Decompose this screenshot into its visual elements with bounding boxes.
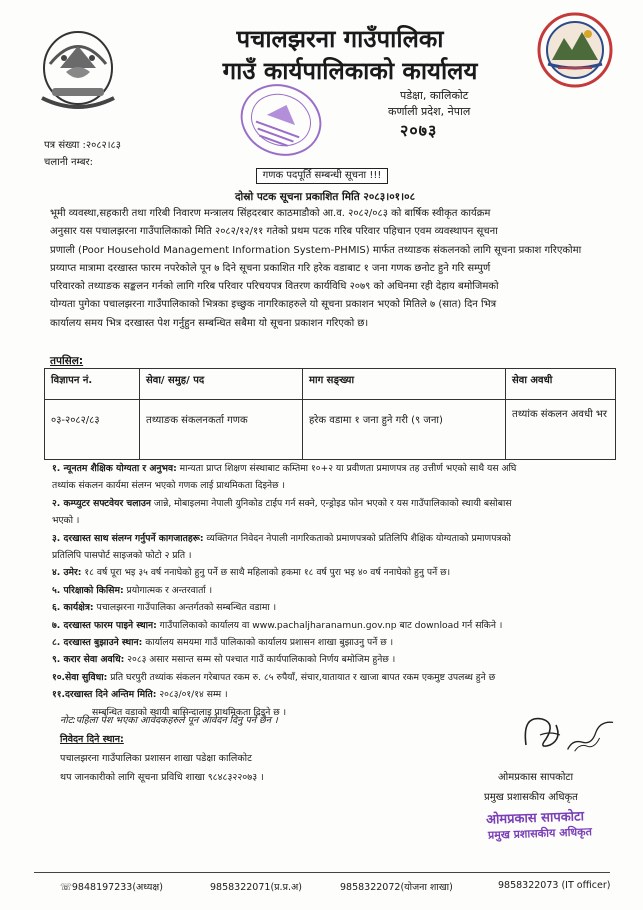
- footer-contact-planning: 9858322072(योजना शाखा): [340, 882, 453, 893]
- list-item: [52, 651, 622, 668]
- municipality-title: पचालझरना गाउँपालिका: [236, 25, 444, 53]
- signatory-designation: प्रमुख प्रशासकीय अधिकृत: [484, 792, 578, 803]
- body-line: अनुसार यस पचालझरना गाउँपालिकाको मिति २०८२/१२/११ गतेको प्रथम पटक गरिब परिवार पहिचान एवम व्यवस्थापन सूचना: [50, 226, 498, 238]
- item-text: सम्बन्धित वडाको स्थायी बासिन्दालाइ प्राथमिकता दिइने छ ।: [92, 706, 287, 718]
- item-text: प्रतिलिपि पासपोर्ट साइजको फोटो २ प्रति ।: [52, 550, 192, 562]
- item-text: जान्ने, मोबाइलमा नेपाली युनिकोड टाईप गर्न सक्ने, एन्ड्रोइड फोन भएको र यस गाउँपालिकाको स्थायी बसोबास: [150, 497, 512, 509]
- body-line: परिवारको तथ्याङक सङ्कलन गर्नको लागि गरिब परिवार परिचयपत्र वितरण कार्यविधि २०७९ को अधिनमा रही देहाय बमोजिमको: [50, 281, 499, 293]
- footer-contact-it: 9858322073 (IT officer): [498, 880, 611, 891]
- footer-contact-chair: [60, 880, 163, 893]
- vacancy-table: [44, 368, 616, 460]
- conditions-list: [52, 460, 622, 721]
- list-item: [52, 460, 622, 477]
- contact-text: 9848197233(अध्यक्ष): [71, 882, 163, 893]
- signature-stamp-name: ओमप्रकास सापकोटा: [485, 809, 585, 828]
- item-text: व्यक्तिगत निवेदन नेपाली नागरिकताको प्रमाणपत्रको प्रतिलिपि शैक्षिक योग्यताको प्रमाणपत्रको: [203, 532, 511, 544]
- handwritten-signature: [520, 705, 625, 760]
- item-label: ७. दरखास्त फारम पाइने स्थान:: [52, 619, 157, 631]
- list-item: [52, 477, 622, 494]
- item-text: प्रति घरपुरी तथ्यांक संकलन गरेबापत रकम रु. ८५ रुपैयाँ, संचार,यातायात र खाजा बापत रकम एकमुष्ट उपलब्ध हुने छ: [107, 671, 496, 683]
- address-line-1: पडेक्षा, कालिकोट: [400, 89, 469, 102]
- notice-subheading: दोस्रो पटक सूचना प्रकाशित मिति २०८३।०१।०८: [234, 191, 416, 203]
- notes-section: [60, 711, 278, 787]
- dispatch-number: चलानी नम्बर:: [44, 157, 94, 168]
- item-text: तथ्यांक संकलन कार्यमा संलग्न भएको गणक लाई प्राथमिकता दिइनेछ ।: [52, 480, 285, 492]
- table-cell: ०३-२०८२/८३: [45, 400, 140, 460]
- item-label: ४. उमेर:: [52, 567, 82, 579]
- body-line: कार्यालय समय भित्र दरखास्त पेश गर्नुहुन सम्बन्धित सबैमा यो सूचना प्रकाशन गरिएको छ।: [50, 317, 369, 329]
- list-item: [52, 547, 622, 564]
- table-cell: तथ्यांक संकलन अवधी भर: [506, 400, 616, 460]
- item-text: २०८३ असार मसान्त सम्म सो पश्चात गाउँ कार्यपालिकाको निर्णय बमोजिम हुनेछ ।: [124, 654, 396, 666]
- item-label: ५. परिक्षाको किसिम:: [52, 584, 124, 596]
- list-item: [52, 669, 622, 686]
- phone-icon: ☏: [60, 882, 72, 893]
- list-item: [52, 599, 622, 616]
- table-cell: हरेक वडामा १ जना हुने गरी (९ जना): [303, 400, 506, 460]
- item-label: १०.सेवा सुविधा:: [52, 671, 108, 683]
- item-text: मान्यता प्राप्त शिक्षण संस्थाबाट कम्तिमा १०+२ या प्रवीणता प्रमाणपत्र तह उत्तीर्ण भएको साथै यस अघि: [176, 463, 517, 474]
- item-text: पचालझरना गाउँपालिका अन्तर्गतको सम्बन्धित वडामा ।: [93, 602, 277, 614]
- column-header: सेवा अवधी: [506, 369, 616, 400]
- address-line-2: कर्णाली प्रदेश, नेपाल: [388, 105, 471, 118]
- item-label: १. न्यूनतम शैक्षिक योग्यता र अनुभव:: [52, 463, 177, 474]
- list-item: [52, 495, 622, 512]
- submit-heading: निवेदन दिने स्थान:: [60, 734, 124, 745]
- notice-body: [50, 205, 610, 333]
- footer-divider: [34, 872, 610, 873]
- list-item: [52, 530, 622, 547]
- list-item: [52, 634, 622, 651]
- item-label: ९. करार सेवा अवधि:: [52, 654, 125, 666]
- table-row: [45, 400, 616, 460]
- column-header: विज्ञापन नं.: [45, 369, 140, 400]
- footer-contact-cao: 9858322071(प्र.प्र.अ): [210, 882, 302, 893]
- item-label: २. कम्प्युटर सफ्टवेयर चलाउन: [52, 497, 151, 509]
- item-text: कार्यालय समयमा गाउँ पालिकाको कार्यालय प्रशासन शाखा बुझाउनु पर्ने छ ।: [142, 637, 394, 649]
- item-text: भएको ।: [52, 515, 80, 527]
- item-text: २०८३/०१/१४ सम्म ।: [156, 689, 228, 701]
- list-item: [52, 582, 622, 599]
- item-text: गाउँपालिकाको कार्यालय वा www.pachaljharanamun.gov.np बाट download गर्न सकिने ।: [156, 619, 503, 631]
- signature-stamp-designation: प्रमुख प्रशासकीय अधिकृत: [487, 825, 593, 842]
- office-title: गाउँ कार्यपालिकाको कार्यालय: [222, 57, 478, 85]
- item-label: ३. दरखास्त साथ संलग्न गर्नुपर्ने कागजातहरू:: [52, 532, 204, 544]
- nepal-emblem-icon: [30, 24, 126, 116]
- submit-place: पचालझरना गाउँपालिका प्रशासन शाखा पडेक्षा कालिकोट: [60, 753, 252, 764]
- note-text: नोट:पहिला पेश भएका आवेदकहरुले पून आवेदन दिनु पर्ने छैन ।: [60, 715, 278, 726]
- item-text: प्रयोगात्मक र अन्तरवार्ता ।: [123, 584, 213, 596]
- table-cell: तथ्याङक संकलनकर्ता गणक: [140, 400, 303, 460]
- signatory-name: ओमप्रकास सापकोटा: [498, 772, 574, 783]
- column-header: सेवा/ समुह/ पद: [140, 369, 303, 400]
- more-info: थप जानकारीको लागि सूचना प्रविधि शाखा ९८४८३२२०७३ ।: [60, 772, 264, 783]
- body-line: भूमी व्यवस्था,सहकारी तथा गरिबी निवारण मन्त्रालय सिंहदरबार काठमाडौको आ.व. २०८२/०८३ को बार्षिक स्वीकृत कार्यक्रम: [50, 208, 491, 219]
- letter-number: पत्र संख्या :२०८२।८३: [44, 140, 121, 151]
- item-label: ११.दरखास्त दिने अन्तिम मिति:: [52, 689, 157, 701]
- table-label: तपसिल:: [50, 355, 84, 367]
- item-text: १८ वर्ष पूरा भइ ३५ वर्ष ननाघेको हुनु पर्ने छ साथै महिलाको हकमा १८ वर्ष पुरा भइ ४० वर्ष ननाघेको हुनु पर्ने छ।: [81, 567, 451, 579]
- body-line: प्रणाली (Poor Household Management Information System-PHMIS) मार्फत तथ्याङक संकलनको लागि सूचना प्रकाश गरिएकोमा: [50, 244, 582, 256]
- body-line: योग्यता पुगेका पचालझरना गाउँपालिकाको भित्रका इच्छुक नागरिकाहरुले यो सूचना प्रकाशन भएको मितिले ७ (सात) दिन भित्र: [50, 299, 497, 311]
- established-year: २०७३: [400, 121, 438, 140]
- notice-title: गणक पदपूर्ति सम्बन्धी सूचना !!!: [256, 168, 388, 184]
- office-seal-stamp: [226, 80, 336, 160]
- list-item: [52, 512, 622, 529]
- item-label: ८. दरखास्त बुझाउने स्थान:: [52, 637, 143, 649]
- list-item: [52, 686, 622, 703]
- body-line: प्रय्याप्त मात्रामा दरखास्त फारम नपरेकोले पून ७ दिने सूचना प्रकाशित गरि हरेक वडाबाट १ जना गणक छनोट हुने गरि सम्पुर्ण: [50, 262, 491, 274]
- column-header: माग सङ्ख्या: [303, 369, 506, 400]
- list-item: [52, 564, 622, 581]
- table-header-row: [45, 369, 616, 400]
- item-label: ६. कार्यक्षेत्र:: [52, 602, 94, 614]
- list-item: [52, 617, 622, 634]
